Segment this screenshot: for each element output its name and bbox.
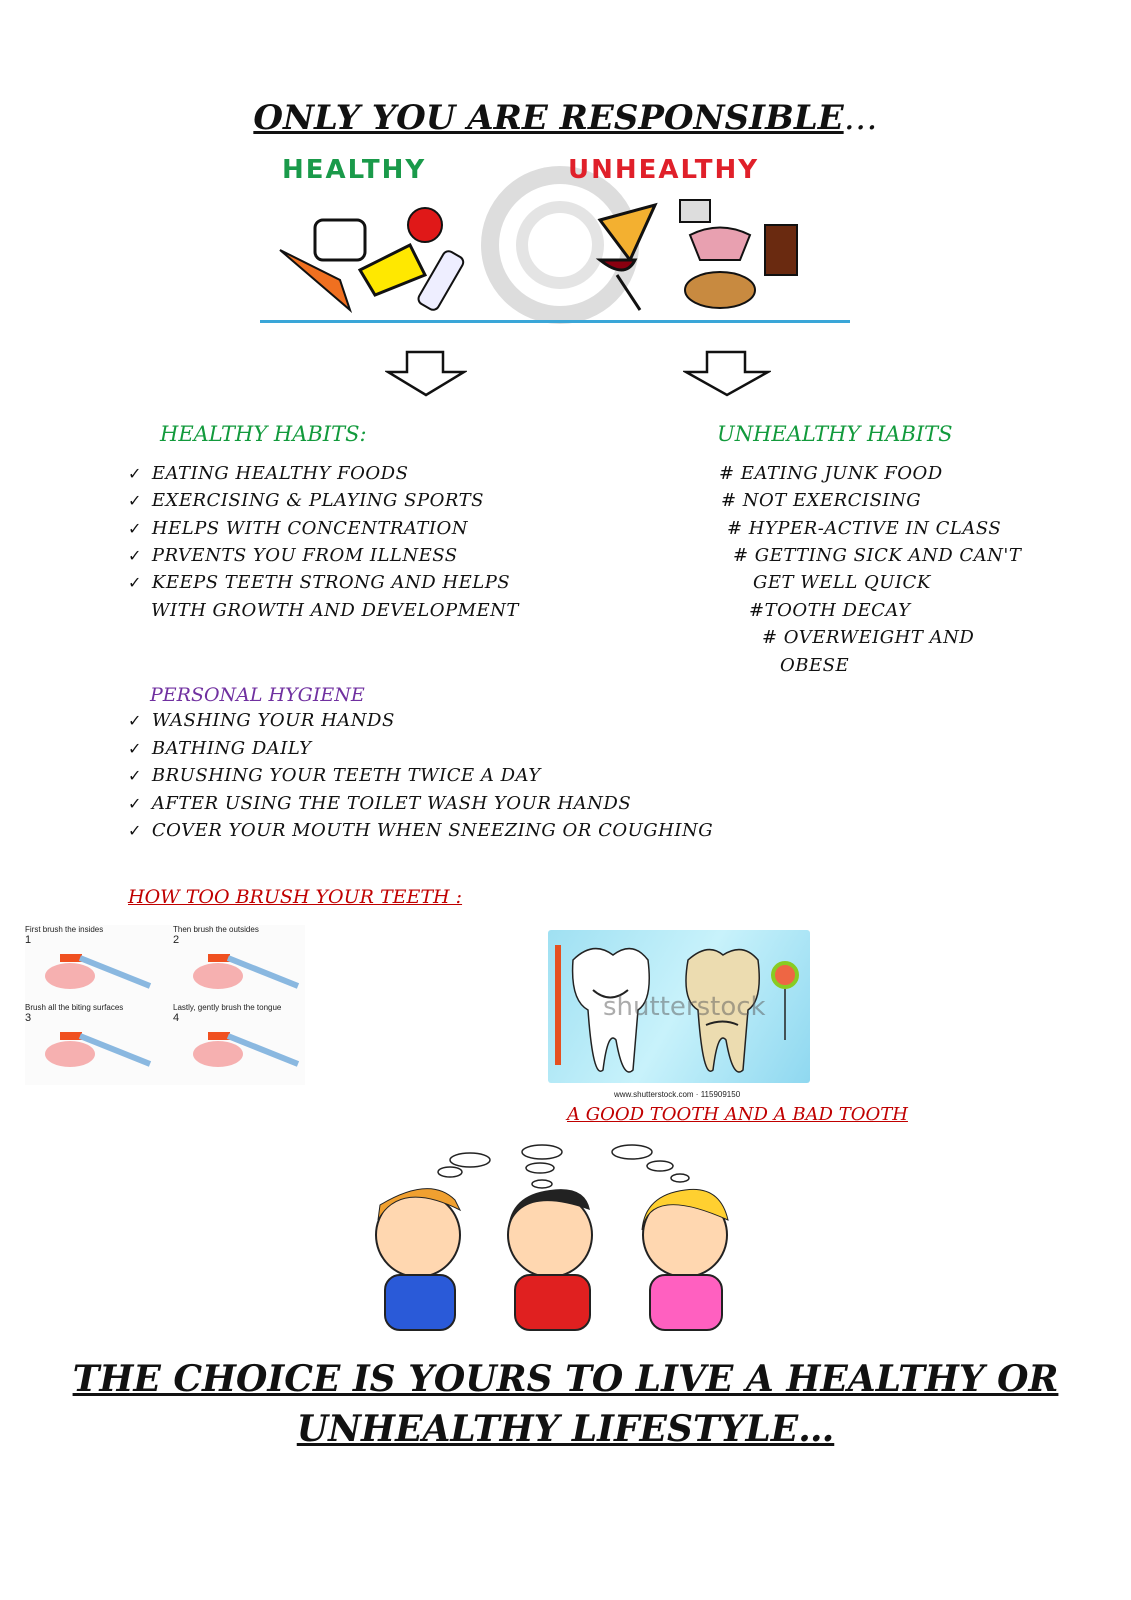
list-item xyxy=(733,545,1021,566)
healthy-habits-heading: HEALTHY HABITS: xyxy=(160,422,367,446)
list-item-text: EXERCISING & PLAYING SPORTS xyxy=(151,490,484,511)
list-item xyxy=(753,572,931,593)
list-item-text: HELPS WITH CONCENTRATION xyxy=(151,518,469,539)
step-number: 1 xyxy=(25,934,32,946)
check-icon: ✓ xyxy=(128,546,142,565)
list-item xyxy=(128,738,312,759)
list-item xyxy=(128,710,395,731)
check-icon: ✓ xyxy=(128,738,142,758)
list-item xyxy=(128,463,408,484)
list-item-text: # HYPER-ACTIVE IN CLASS xyxy=(727,518,1002,539)
check-icon: ✓ xyxy=(128,821,142,840)
list-item-text: # NOT EXERCISING xyxy=(721,490,922,511)
brushing-step xyxy=(173,1003,303,1083)
step-number: 2 xyxy=(173,934,180,946)
check-icon: ✓ xyxy=(128,464,142,483)
good-bad-tooth-image xyxy=(548,930,810,1083)
list-item xyxy=(762,627,974,648)
list-item xyxy=(128,572,510,593)
thinking-kids-image xyxy=(350,1140,800,1335)
list-item xyxy=(749,600,911,621)
brushing-steps-image xyxy=(25,925,305,1085)
toothbrush-icon xyxy=(25,1024,155,1079)
closing-line-2: UNHEALTHY LIFESTYLE… xyxy=(296,1408,835,1450)
brushing-step xyxy=(25,1003,155,1083)
check-icon: ✓ xyxy=(128,711,142,730)
check-icon: ✓ xyxy=(128,491,142,510)
step-number: 3 xyxy=(25,1012,32,1024)
list-item xyxy=(128,793,631,814)
list-item-text: # GETTING SICK AND CAN'T xyxy=(733,545,1022,566)
list-item-text: BRUSHING YOUR TEETH TWICE A DAY xyxy=(151,765,541,786)
list-item-text: OBESE xyxy=(780,655,850,676)
list-item-text: WITH GROWTH AND DEVELOPMENT xyxy=(151,600,519,621)
image-credit: www.shutterstock.com · 115909150 xyxy=(614,1090,741,1099)
list-item xyxy=(128,820,713,841)
brushing-step xyxy=(25,925,155,1005)
list-item-text: WASHING YOUR HANDS xyxy=(151,710,395,731)
list-item-text: KEEPS TEETH STRONG AND HELPS xyxy=(151,572,511,593)
list-item xyxy=(719,463,943,484)
step-number: 4 xyxy=(173,1012,180,1024)
healthy-unhealthy-food-image xyxy=(260,150,850,325)
brushing-step xyxy=(173,925,303,1005)
check-icon: ✓ xyxy=(128,573,142,592)
step-text: Brush all the biting surfaces xyxy=(25,1003,124,1012)
toothbrush-icon xyxy=(25,946,155,1001)
list-item xyxy=(151,600,519,621)
list-item xyxy=(128,518,468,539)
down-arrow-icon xyxy=(385,350,467,398)
list-item-text: # EATING JUNK FOOD xyxy=(719,463,943,484)
list-item xyxy=(780,655,849,676)
step-text: Lastly, gently brush the tongue xyxy=(173,1003,282,1012)
page-title: ONLY YOU ARE RESPONSIBLE… xyxy=(253,98,878,138)
list-item-text: BATHING DAILY xyxy=(151,737,312,759)
list-item-text: PRVENTS YOU FROM ILLNESS xyxy=(151,545,458,566)
check-icon: ✓ xyxy=(128,793,142,813)
how-to-brush-heading: HOW TOO BRUSH YOUR TEETH : xyxy=(128,886,463,908)
down-arrow-icon xyxy=(683,350,771,398)
list-item xyxy=(128,490,484,511)
list-item xyxy=(721,490,921,511)
list-item xyxy=(128,765,541,786)
list-item-text: COVER YOUR MOUTH WHEN SNEEZING OR COUGHING xyxy=(151,820,714,841)
healthy-label: HEALTHY xyxy=(282,155,427,185)
step-text: First brush the insides xyxy=(25,925,104,934)
toothbrush-icon xyxy=(173,1024,303,1079)
list-item-text: AFTER USING THE TOILET WASH YOUR HANDS xyxy=(151,792,632,814)
list-item-text: EATING HEALTHY FOODS xyxy=(151,463,409,484)
toothbrush-icon xyxy=(173,946,303,1001)
watermark: shutterstock xyxy=(603,992,766,1022)
closing-line-1: THE CHOICE IS YOURS TO LIVE A HEALTHY OR xyxy=(72,1358,1059,1400)
check-icon: ✓ xyxy=(128,519,142,538)
personal-hygiene-heading: PERSONAL HYGIENE xyxy=(150,684,365,706)
divider-line xyxy=(260,320,850,323)
step-text: Then brush the outsides xyxy=(173,925,259,934)
list-item xyxy=(727,518,1001,539)
unhealthy-habits-heading: UNHEALTHY HABITS xyxy=(717,422,953,446)
list-item-text: #TOOTH DECAY xyxy=(749,600,911,621)
check-icon: ✓ xyxy=(128,766,142,785)
list-item xyxy=(128,545,458,566)
unhealthy-label: UNHEALTHY xyxy=(568,155,760,185)
list-item-text: GET WELL QUICK xyxy=(753,572,931,593)
list-item-text: # OVERWEIGHT AND xyxy=(762,627,975,648)
tooth-caption: A GOOD TOOTH AND A BAD TOOTH xyxy=(567,1104,908,1125)
